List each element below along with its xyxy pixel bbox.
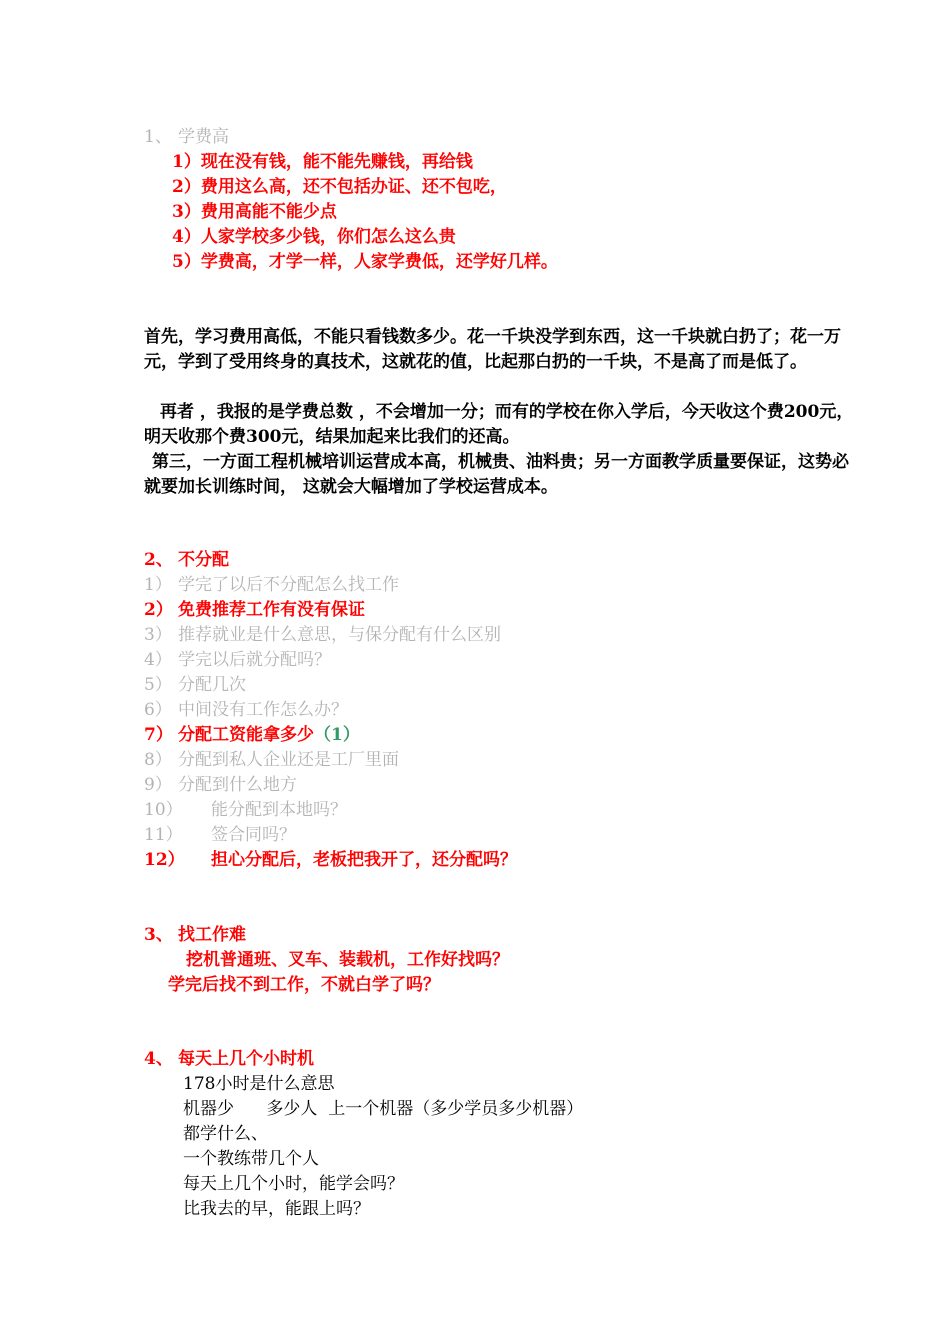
section-4-title: 每天上几个小时机: [178, 1049, 314, 1069]
answer-paragraph-2: 再者 ，我报的是学费总数 ，不会增加一分；而有的学校在你入学后，今天收这个费200元，明天收那个费300元，结果加起来比我们的还高。: [144, 402, 854, 447]
section-3-number: 3、: [144, 925, 173, 945]
section-2-heading: [144, 548, 229, 573]
section-1-item: 2）费用这么高，还不包括办证、还不包吃，: [172, 177, 507, 197]
section-3-title: 找工作难: [178, 925, 246, 945]
section-2-item: 1） 学完了以后不分配怎么找工作: [144, 575, 399, 595]
section-2-item: 10） 能分配到本地吗？: [144, 800, 347, 820]
section-2-number: 2、: [144, 550, 173, 570]
section-4-item: 比我去的早，能跟上吗？: [183, 1199, 370, 1219]
section-3-item: 学完后找不到工作，不就白学了吗？: [168, 975, 440, 995]
section-1-title: 学费高: [178, 127, 229, 147]
section-4-item: 每天上几个小时，能学会吗？: [183, 1174, 404, 1194]
answer-paragraph-1: 首先，学习费用高低，不能只看钱数多少。花一千块没学到东西，这一千块就白扔了；花一万元，学到了受用终身的真技术，这就花的值，比起那白扔的一千块，不是高了而是低了。: [144, 327, 841, 372]
section-2-item: 12） 担心分配后，老板把我开了，还分配吗？: [144, 850, 517, 870]
section-2-title: 不分配: [178, 550, 229, 570]
section-2-item: 5） 分配几次: [144, 675, 246, 695]
section-4-heading: [144, 1047, 314, 1072]
section-2-item: 7） 分配工资能拿多少（1）: [144, 725, 360, 745]
section-1-item: 3）费用高能不能少点: [172, 202, 337, 222]
section-2-item: 2） 免费推荐工作有没有保证: [144, 600, 365, 620]
section-4-number: 4、: [144, 1049, 173, 1069]
section-3-item: 挖机普通班、叉车、装载机，工作好找吗？: [186, 950, 509, 970]
section-2-item: 11） 签合同吗？: [144, 825, 296, 845]
section-3-heading: [144, 923, 246, 948]
section-2-item: 3） 推荐就业是什么意思，与保分配有什么区别: [144, 625, 501, 645]
section-1-item: 5）学费高，才学一样，人家学费低，还学好几样。: [172, 252, 558, 272]
section-2-item-note: （1）: [314, 725, 360, 745]
section-2-item: 9） 分配到什么地方: [144, 775, 297, 795]
section-4-item: 一个教练带几个人: [183, 1149, 319, 1169]
section-1-heading: [144, 125, 229, 150]
section-1-item: 4）人家学校多少钱，你们怎么这么贵: [172, 227, 456, 247]
section-4-item: 机器少 多少人 上一个机器（多少学员多少机器）: [183, 1099, 584, 1119]
section-1-number: 1、: [144, 127, 172, 147]
section-2-item: 8） 分配到私人企业还是工厂里面: [144, 750, 399, 770]
section-4-item: 178小时是什么意思: [183, 1074, 335, 1094]
section-2-item: 4） 学完以后就分配吗？: [144, 650, 331, 670]
section-4-item: 都学什么、: [183, 1124, 268, 1144]
section-2-item: 6） 中间没有工作怎么办？: [144, 700, 348, 720]
answer-paragraph-3: 第三，一方面工程机械培训运营成本高，机械贵、油料贵；另一方面教学质量要保证，这势必就要加长训练时间， 这就会大幅增加了学校运营成本。: [144, 452, 849, 497]
section-1-item: 1）现在没有钱，能不能先赚钱，再给钱: [172, 152, 473, 172]
